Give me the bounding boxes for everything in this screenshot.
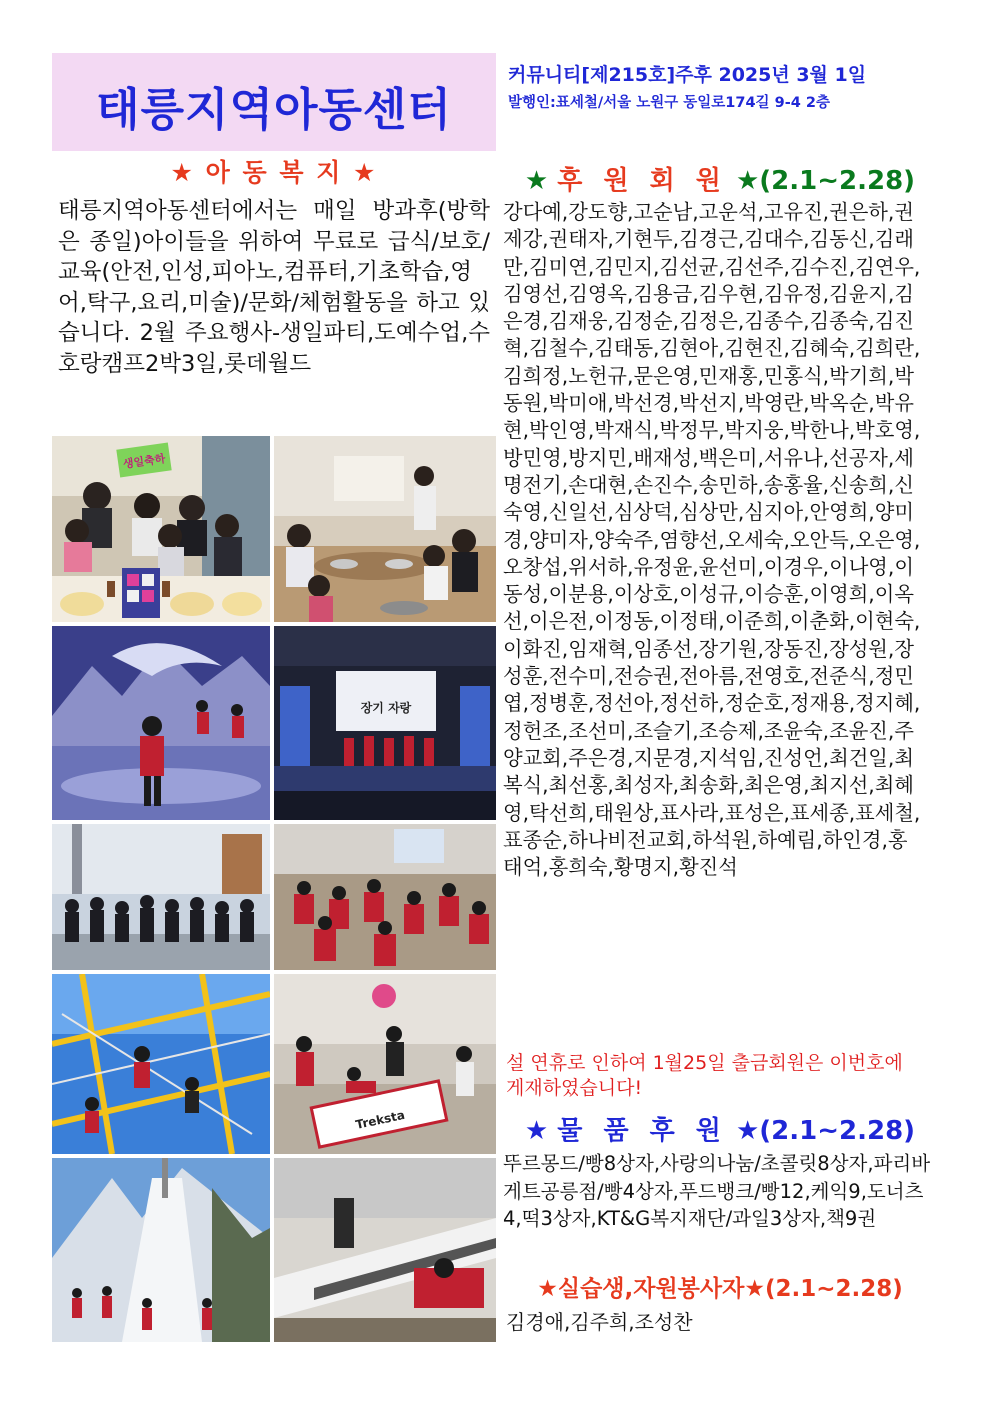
goods-sponsor-heading [500,1110,940,1147]
sponsor-period: (2.1~2.28) [759,166,916,196]
mat-brand-text: Treksta [354,1107,407,1132]
issue-line: 커뮤니티[제215호]주후 2025년 3월 1일 [508,64,867,86]
sponsor-members-heading [500,160,940,197]
sponsor-members-title: 후 원 회 원 [557,166,727,196]
title-banner [52,53,496,151]
photo-ski-jump [52,1158,270,1342]
photo-immersive-exhibit [52,626,270,820]
photo-talent-show [274,626,496,820]
welfare-heading: ★ 아 동 복 지 ★ [170,158,378,187]
goods-period: (2.1~2.28) [759,1116,916,1146]
center-name-title: 태릉지역아동센터 [96,83,452,136]
photo-pottery-class [274,436,496,622]
welfare-description: 태릉지역아동센터에서는 매일 방과후(방학은 종일)아이들을 위하여 무료로 급식/보호/교육(안전,인성,피아노,컴퓨터,기초학습,영어,탁구,요리,미술)/문화/체험활동을 하고 있습니다. 2월 주요행사-생일파티,도예수업,수호랑캠프2박3일,롯데월드 [58,198,490,377]
goods-sponsor-title: 물 품 후 원 [557,1116,727,1146]
photo-birthday-party [52,436,270,622]
photo-shooting-range [274,1158,496,1342]
photo-gym-training [274,974,496,1154]
goods-sponsor-list: 뚜르몽드/빵8상자,사랑의나눔/초콜릿8상자,파리바게트공릉점/빵4상자,푸드뱅크/빵12,케익9,도너츠4,떡3상자,KT&G복지재단/과일3상자,책9권 [503,1152,931,1230]
photo-hall-activity [274,824,496,970]
photo-collage [52,436,496,1342]
birthday-banner-text: 생일축하 [122,452,167,471]
star-icon: ★ [735,1116,760,1146]
stage-slide-title: 장기 자랑 [360,701,412,715]
publisher-line: 발행인:표세철/서울 노원구 동일로174길 9-4 2층 [508,95,830,111]
sponsor-note: 설 연휴로 인하여 1월25일 출금회원은 이번호에 게재하였습니다! [506,1052,903,1099]
volunteers-heading: ★실습생,자원봉사자★(2.1~2.28) [537,1276,903,1302]
star-icon: ★ [524,1116,549,1146]
volunteer-list: 김경애,김주희,조성찬 [506,1310,693,1334]
photo-outdoor-group [52,824,270,970]
star-icon: ★ [735,166,760,196]
photo-ropes-course [52,974,270,1154]
sponsor-member-list: 강다예,강도향,고순남,고운석,고유진,권은하,권제강,권태자,기현두,김경근,김대수,김동신,김래만,김미연,김민지,김선균,김선주,김수진,김연우,김영선,김영옥,김용금,김우현,김유정,김윤지,김은경,김재웅,김정순,김정은,김종수,김종숙,김진혁,김철수,김태동,김현아,김현진,김혜숙,김희란,김희정,노헌규,문은영,민재홍,민홍식,박기희,박동원,박미애,박선경,박선지,박영란,박옥순,박유현,박인영,박재식,박정무,박지웅,박한나,박호영,방민영,방지민,배재성,백은미,서유나,선공자,세명전기,손대현,손진수,송민하,송홍율,신송희,신숙영,신일선,심상덕,심상만,심지아,안영희,양미경,양미자,양숙주,염향선,오세숙,오안득,오은영,오창섭,위서하,유정윤,윤선미,이경우,이나영,이동성,이분용,이상호,이성규,이승훈,이영희,이옥선,이은전,이정동,이정태,이준희,이춘화,이현숙,이화진,임재혁,임종선,장기원,장동진,장성원,장성훈,전수미,전승권,전아름,전영호,전준식,정민엽,정병훈,정선아,정선하,정순호,정재용,정지혜,정헌조,조선미,조슬기,조승제,조윤숙,조윤진,주양교회,주은경,지문경,지석임,진성언,최건일,최복식,최선홍,최성자,최송화,최은영,최지선,최혜영,탁선희,태원상,표사라,표성은,표세종,표세철,표종순,하나비전교회,하석원,하예림,하인경,홍태억,홍희숙,황명지,황진석 [503,200,921,880]
star-icon: ★ [524,166,549,196]
